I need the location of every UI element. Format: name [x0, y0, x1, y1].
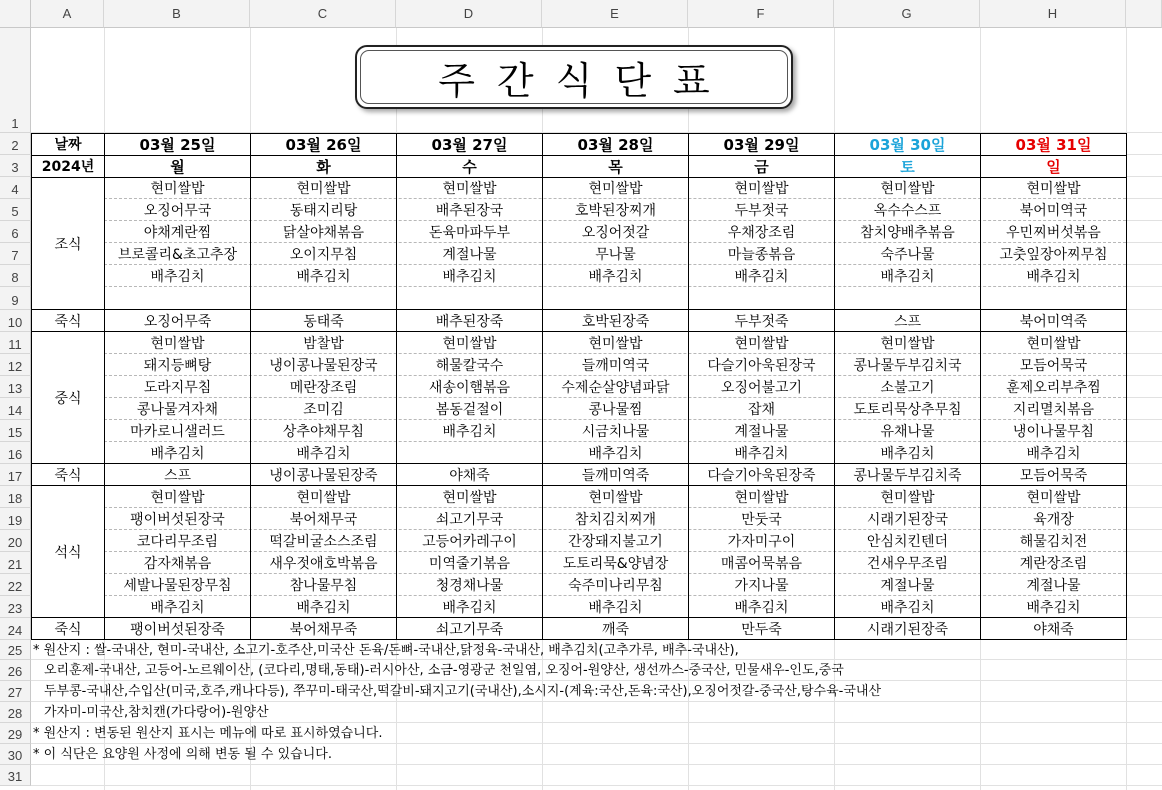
menu-item[interactable]: 계절나물	[442, 247, 497, 263]
menu-item[interactable]: 건새우무조림	[866, 556, 949, 572]
row-header[interactable]: 12	[0, 354, 31, 376]
menu-item[interactable]: 현미쌀밥	[588, 181, 643, 197]
menu-item[interactable]: 두부젓죽	[734, 314, 789, 330]
menu-item[interactable]: 계절나물	[1026, 578, 1081, 594]
row-header[interactable]: 4	[0, 177, 31, 199]
menu-item[interactable]: 들깨미역국	[581, 358, 650, 374]
menu-item[interactable]: 현미쌀밥	[150, 490, 205, 506]
select-all-corner[interactable]	[0, 0, 31, 28]
menu-item[interactable]: 팽이버섯된장국	[130, 512, 225, 528]
title-box	[355, 45, 793, 109]
menu-item[interactable]: 청경채나물	[435, 578, 504, 594]
menu-item[interactable]: 도토리묵&양념장	[562, 556, 669, 572]
menu-item[interactable]	[251, 287, 396, 310]
column-header-blank	[1126, 0, 1162, 28]
row-header[interactable]: 11	[0, 332, 31, 354]
meal-label[interactable]: 조식	[54, 236, 82, 253]
menu-item[interactable]: 육개장	[1033, 512, 1074, 528]
menu-item[interactable]	[105, 287, 250, 310]
column-header-g[interactable]: G	[834, 0, 980, 28]
menu-item[interactable]	[543, 287, 688, 310]
menu-item[interactable]: 참치양배추볶음	[860, 225, 955, 241]
weekday-cell[interactable]: 수	[462, 157, 477, 176]
column-header-c[interactable]: C	[250, 0, 396, 28]
date-cell[interactable]: 03월 30일	[869, 135, 946, 154]
menu-item[interactable]: 오징어무국	[143, 203, 212, 219]
menu-item[interactable]: 훈제오리부추찜	[1006, 380, 1101, 396]
table-border	[31, 133, 32, 640]
menu-item[interactable]: 메란장조림	[289, 380, 358, 396]
menu-item[interactable]: 모듬어묵국	[1019, 358, 1088, 374]
table-border	[688, 133, 689, 640]
menu-item[interactable]: 소불고기	[880, 380, 935, 396]
menu-item[interactable]: 배추김치	[588, 600, 643, 616]
menu-item[interactable]: 우민찌버섯볶음	[1006, 225, 1101, 241]
column-header-f[interactable]: F	[688, 0, 834, 28]
note-line: 오리훈제-국내산, 고등어-노르웨이산, (코다리,명태,동태)-러시아산, 소금-영광군 천일염, 오징어-원양산, 생선까스-중국산, 민물새우-인도,중국	[44, 663, 844, 678]
menu-item[interactable]: 우채장조림	[727, 225, 796, 241]
menu-item[interactable]: 북어미역죽	[1019, 314, 1088, 330]
menu-item[interactable]: 조미김	[303, 402, 344, 418]
menu-item[interactable]: 호박된장찌개	[574, 203, 657, 219]
menu-item[interactable]: 간장돼지불고기	[568, 534, 663, 550]
date-cell[interactable]: 03월 31일	[1015, 135, 1092, 154]
menu-item[interactable]: 북어미역국	[1019, 203, 1088, 219]
menu-item[interactable]: 현미쌀밥	[296, 490, 351, 506]
menu-item[interactable]: 스프	[163, 468, 192, 484]
menu-item[interactable]: 배추김치	[150, 446, 205, 462]
menu-item[interactable]: 도토리묵상추무침	[853, 402, 962, 418]
table-border	[31, 133, 1127, 134]
table-border	[31, 309, 1127, 310]
menu-item[interactable]: 오징어불고기	[720, 380, 803, 396]
date-cell[interactable]: 03월 29일	[723, 135, 800, 154]
menu-item[interactable]: 만두죽	[741, 622, 782, 638]
menu-item[interactable]: 콩나물두부김치죽	[853, 468, 962, 484]
meal-label[interactable]: 중식	[54, 391, 82, 407]
menu-item[interactable]: 야채죽	[449, 468, 490, 484]
table-border	[542, 133, 543, 640]
row-header[interactable]: 29	[0, 723, 31, 744]
table-border	[104, 133, 105, 640]
menu-item[interactable]: 브로콜리&초고추장	[117, 247, 238, 263]
meal-label[interactable]: 죽식	[54, 468, 82, 484]
menu-item[interactable]: 돼지등뼈탕	[143, 358, 212, 374]
menu-item[interactable]: 콩나물두부김치국	[853, 358, 962, 374]
menu-item[interactable]: 봄동겉절이	[435, 402, 504, 418]
weekday-cell[interactable]: 목	[608, 157, 623, 176]
menu-item[interactable]	[397, 287, 542, 310]
row-header[interactable]: 30	[0, 744, 31, 765]
menu-item[interactable]: 미역줄기볶음	[428, 556, 511, 572]
meal-label[interactable]: 죽식	[54, 622, 82, 638]
row-header[interactable]: 20	[0, 530, 31, 552]
row-header[interactable]: 24	[0, 618, 31, 640]
menu-item[interactable]: 수제순살양념파닭	[561, 380, 670, 396]
menu-item[interactable]: 숙주미나리무침	[568, 578, 663, 594]
menu-item[interactable]: 쇠고기무국	[435, 512, 504, 528]
menu-item[interactable]: 현미쌀밥	[880, 336, 935, 352]
row-header[interactable]: 31	[0, 765, 31, 786]
weekday-cell[interactable]: 월	[170, 157, 185, 176]
menu-item[interactable]: 배추김치	[296, 269, 351, 285]
row-header[interactable]: 8	[0, 265, 31, 287]
menu-item[interactable]: 계절나물	[734, 424, 789, 440]
row-header[interactable]: 21	[0, 552, 31, 574]
menu-item[interactable]: 현미쌀밥	[442, 490, 497, 506]
menu-item[interactable]: 냉이콩나물된장죽	[269, 468, 378, 484]
note-line: * 원산지 : 쌀-국내산, 현미-국내산, 소고기-호주산,미국산 돈육/돈뼈-국내산,닭정육-국내산, 배추김치(고추가루, 배추-국내산),	[33, 643, 739, 658]
table-border	[834, 133, 835, 640]
date-cell[interactable]: 03월 28일	[577, 135, 654, 154]
row-header[interactable]: 28	[0, 702, 31, 723]
menu-item[interactable]: 북어채무죽	[289, 622, 358, 638]
menu-item[interactable]	[689, 287, 834, 310]
menu-item[interactable]: 냉이나물무침	[1012, 424, 1095, 440]
menu-item[interactable]: 현미쌀밥	[442, 336, 497, 352]
menu-item[interactable]: 현미쌀밥	[150, 181, 205, 197]
menu-item[interactable]: 동태죽	[303, 314, 344, 330]
table-border	[250, 133, 251, 640]
table-border	[31, 177, 1127, 178]
row-header[interactable]: 1	[0, 28, 31, 133]
menu-item[interactable]: 배추김치	[1026, 600, 1081, 616]
menu-item[interactable]: 배추김치	[150, 269, 205, 285]
note-line: 두부콩-국내산,수입산(미국,호주,캐나다등), 쭈꾸미-태국산,떡갈비-돼지고기(국내산),소시지-(계육:국산,돈육:국산),오징어젓갈-중국산,탕수육-국내산	[44, 684, 882, 699]
row-header[interactable]: 14	[0, 398, 31, 420]
menu-item[interactable]: 배추김치	[880, 600, 935, 616]
row-header[interactable]: 22	[0, 574, 31, 596]
menu-item[interactable]: 상추야채무침	[282, 424, 365, 440]
column-header-b[interactable]: B	[104, 0, 250, 28]
menu-item[interactable]: 들깨미역죽	[581, 468, 650, 484]
table-border	[1126, 133, 1127, 640]
menu-item[interactable]: 배추된장국	[435, 203, 504, 219]
menu-item[interactable]: 새송이햄볶음	[428, 380, 511, 396]
menu-item[interactable]: 해물칼국수	[435, 358, 504, 374]
row-header[interactable]: 10	[0, 310, 31, 332]
menu-item[interactable]: 배추김치	[880, 446, 935, 462]
row-header[interactable]: 25	[0, 640, 31, 660]
menu-item[interactable]: 콩나물겨자채	[136, 402, 219, 418]
menu-item[interactable]: 마늘종볶음	[727, 247, 796, 263]
menu-item[interactable]: 두부젓국	[734, 203, 789, 219]
menu-item[interactable]: 유채나물	[880, 424, 935, 440]
menu-item[interactable]: 팽이버섯된장죽	[130, 622, 225, 638]
date-cell[interactable]: 03월 27일	[431, 135, 508, 154]
menu-item[interactable]: 코다리무조림	[136, 534, 219, 550]
menu-item[interactable]: 현미쌀밥	[1026, 181, 1081, 197]
table-border	[31, 617, 1127, 618]
menu-item[interactable]: 현미쌀밥	[588, 336, 643, 352]
page-title: 주간식단표	[438, 58, 732, 103]
menu-item[interactable]: 참나물무침	[289, 578, 358, 594]
menu-item[interactable]: 북어채무국	[289, 512, 358, 528]
row-header[interactable]: 19	[0, 508, 31, 530]
menu-item[interactable]: 다슬기아욱된장죽	[707, 468, 816, 484]
menu-item[interactable]: 현미쌀밥	[734, 181, 789, 197]
row-header[interactable]: 6	[0, 221, 31, 243]
menu-item[interactable]: 새우젓애호박볶음	[269, 556, 378, 572]
menu-item[interactable]: 떡갈비굴소스조림	[269, 534, 378, 550]
weekday-cell[interactable]: 일	[1046, 157, 1061, 176]
menu-item[interactable]: 숙주나물	[880, 247, 935, 263]
menu-item[interactable]: 배추김치	[150, 600, 205, 616]
menu-item[interactable]: 야채계란찜	[143, 225, 212, 241]
menu-item[interactable]: 현미쌀밥	[734, 490, 789, 506]
row-header[interactable]: 18	[0, 486, 31, 508]
menu-item[interactable]: 가자미구이	[727, 534, 796, 550]
menu-item[interactable]: 현미쌀밥	[734, 336, 789, 352]
row-header[interactable]: 15	[0, 420, 31, 442]
menu-item[interactable]	[835, 287, 980, 310]
menu-item[interactable]: 배추김치	[880, 269, 935, 285]
menu-item[interactable]: 감자채볶음	[143, 556, 212, 572]
menu-item[interactable]: 배추김치	[734, 269, 789, 285]
menu-item[interactable]: 시래기된장국	[866, 512, 949, 528]
menu-item[interactable]: 야채죽	[1033, 622, 1074, 638]
note-line: * 원산지 : 변동된 원산지 표시는 메뉴에 따로 표시하였습니다.	[33, 726, 383, 741]
row-header[interactable]: 5	[0, 199, 31, 221]
menu-item[interactable]: 안심치킨텐더	[866, 534, 949, 550]
gridline-h	[31, 785, 1162, 786]
menu-item[interactable]: 만둣국	[741, 512, 782, 528]
menu-item[interactable]: 배추김치	[734, 600, 789, 616]
table-border	[396, 133, 397, 640]
menu-item[interactable]: 다슬기아욱된장국	[707, 358, 816, 374]
year-label[interactable]: 2024년	[41, 159, 95, 175]
menu-item[interactable]: 도라지무침	[143, 380, 212, 396]
table-border	[31, 155, 1127, 156]
menu-item[interactable]: 매콤어묵볶음	[720, 556, 803, 572]
menu-item[interactable]: 지리멸치볶음	[1012, 402, 1095, 418]
row-header[interactable]: 27	[0, 681, 31, 702]
column-header-a[interactable]: A	[31, 0, 104, 28]
table-border	[31, 485, 1127, 486]
menu-item[interactable]: 고등어카레구이	[422, 534, 517, 550]
row-header[interactable]: 7	[0, 243, 31, 265]
menu-item[interactable]: 깨죽	[601, 622, 630, 638]
weekday-cell[interactable]: 금	[754, 157, 769, 176]
row-header[interactable]: 3	[0, 155, 31, 177]
menu-item[interactable]: 마카로니샐러드	[130, 424, 225, 440]
row-header[interactable]: 23	[0, 596, 31, 618]
menu-item[interactable]: 배추김치	[296, 446, 351, 462]
table-border	[31, 463, 1127, 464]
menu-item[interactable]: 배추김치	[1026, 446, 1081, 462]
menu-item[interactable]: 콩나물찜	[588, 402, 643, 418]
menu-item[interactable]: 현미쌀밥	[880, 181, 935, 197]
date-cell[interactable]: 03월 26일	[285, 135, 362, 154]
menu-item[interactable]: 현미쌀밥	[1026, 336, 1081, 352]
menu-item[interactable]: 배추김치	[1026, 269, 1081, 285]
menu-item[interactable]: 호박된장죽	[581, 314, 650, 330]
menu-item[interactable]: 모듬어묵죽	[1019, 468, 1088, 484]
menu-item[interactable]: 배추김치	[442, 269, 497, 285]
menu-item[interactable]: 오이지무침	[289, 247, 358, 263]
meal-label[interactable]: 석식	[54, 545, 82, 561]
menu-item[interactable]: 쇠고기무죽	[435, 622, 504, 638]
row-header[interactable]: 26	[0, 660, 31, 681]
menu-item[interactable]: 현미쌀밥	[588, 490, 643, 506]
menu-item[interactable]: 밤찰밥	[303, 336, 344, 352]
row-header[interactable]: 2	[0, 133, 31, 155]
menu-item[interactable]: 고춧잎장아찌무침	[999, 247, 1108, 263]
column-header-e[interactable]: E	[542, 0, 688, 28]
menu-item[interactable]: 배추김치	[442, 424, 497, 440]
note-line: * 이 식단은 요양원 사정에 의해 변동 될 수 있습니다.	[33, 747, 332, 762]
weekday-cell[interactable]: 토	[900, 157, 915, 176]
menu-item[interactable]: 참치김치찌개	[574, 512, 657, 528]
menu-item[interactable]: 오징어무죽	[143, 314, 212, 330]
date-cell[interactable]: 03월 25일	[139, 135, 216, 154]
note-line: 가자미-미국산,참치캔(가다랑어)-원양산	[44, 705, 269, 720]
menu-item[interactable]	[981, 287, 1126, 310]
menu-item[interactable]: 현미쌀밥	[880, 490, 935, 506]
menu-item[interactable]: 해물김치전	[1019, 534, 1088, 550]
menu-item[interactable]: 계란장조림	[1019, 556, 1088, 572]
row-header[interactable]: 9	[0, 287, 31, 310]
column-header-h[interactable]: H	[980, 0, 1126, 28]
menu-item[interactable]: 시래기된장죽	[866, 622, 949, 638]
table-border	[31, 331, 1127, 332]
menu-item[interactable]: 돈육마파두부	[428, 225, 511, 241]
row-header[interactable]: 17	[0, 464, 31, 486]
menu-item[interactable]	[397, 442, 542, 464]
menu-item[interactable]: 현미쌀밥	[296, 181, 351, 197]
meal-label[interactable]: 죽식	[54, 314, 82, 330]
menu-item[interactable]: 닭살야채볶음	[282, 225, 365, 241]
menu-item[interactable]: 잡채	[747, 402, 776, 418]
menu-item[interactable]: 배추김치	[588, 269, 643, 285]
menu-item[interactable]: 가지나물	[734, 578, 789, 594]
date-header-label[interactable]: 날짜	[54, 137, 82, 153]
menu-item[interactable]: 무나물	[595, 247, 636, 263]
weekday-cell[interactable]: 화	[316, 157, 331, 176]
menu-item[interactable]: 세발나물된장무침	[123, 578, 232, 594]
menu-item[interactable]: 현미쌀밥	[150, 336, 205, 352]
menu-item[interactable]: 배추김치	[588, 446, 643, 462]
menu-item[interactable]: 옥수수스프	[873, 203, 942, 219]
menu-item[interactable]: 냉이콩나물된장국	[269, 358, 378, 374]
menu-item[interactable]: 오징어젓갈	[581, 225, 650, 241]
menu-item[interactable]: 배추된장죽	[435, 314, 504, 330]
menu-item[interactable]: 계절나물	[880, 578, 935, 594]
menu-item[interactable]: 배추김치	[734, 446, 789, 462]
menu-item[interactable]: 배추김치	[296, 600, 351, 616]
menu-item[interactable]: 스프	[893, 314, 922, 330]
menu-item[interactable]: 시금치나물	[581, 424, 650, 440]
menu-item[interactable]: 현미쌀밥	[1026, 490, 1081, 506]
row-header[interactable]: 13	[0, 376, 31, 398]
table-border	[980, 133, 981, 640]
column-header-d[interactable]: D	[396, 0, 542, 28]
menu-item[interactable]: 배추김치	[442, 600, 497, 616]
row-header[interactable]: 16	[0, 442, 31, 464]
menu-item[interactable]: 현미쌀밥	[442, 181, 497, 197]
menu-item[interactable]: 동태지리탕	[289, 203, 358, 219]
